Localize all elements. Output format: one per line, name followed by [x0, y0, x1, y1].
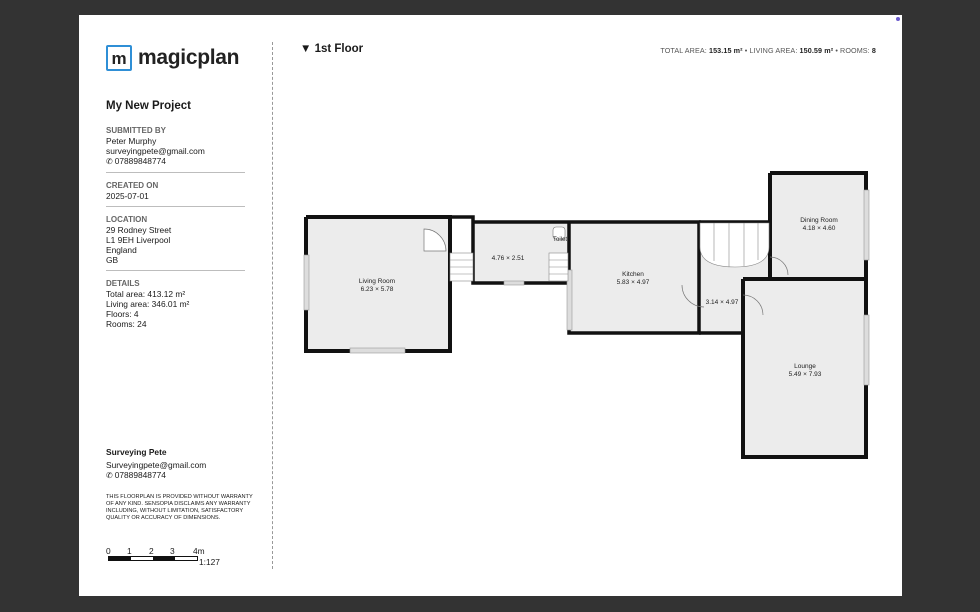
dining-room-dims: 4.18 × 4.60: [802, 225, 836, 232]
window: [350, 348, 405, 353]
scale-tick-label: 3: [170, 546, 175, 556]
location-line-code: GB: [106, 255, 119, 265]
living-room-label: Living Room: [358, 278, 396, 285]
landing-dims: 3.14 × 4.97: [705, 299, 739, 306]
scale-tick-label: 2: [149, 546, 154, 556]
lounge-dims: 5.49 × 7.93: [788, 371, 822, 378]
company-name: Surveying Pete: [106, 447, 167, 457]
location-line-country: England: [106, 245, 137, 255]
living-area-value: 150.59 m²: [799, 46, 834, 55]
floor-title: ▼ 1st Floor: [300, 43, 364, 55]
location-line-street: 29 Rodney Street: [106, 225, 172, 235]
rooms-count-value: 8: [871, 46, 876, 55]
details-total-area: Total area: 413.12 m²: [106, 289, 186, 299]
scale-tick-label: 1: [127, 546, 132, 556]
floor-plan-drawing: [79, 15, 902, 596]
location-line-city: L1 9EH Liverpool: [106, 235, 171, 245]
stairs-landing: [700, 223, 769, 267]
company-phone: 07889848774: [114, 470, 166, 480]
scale-tick-label: 0: [106, 546, 111, 556]
toilet-label: Toilet: [552, 237, 568, 243]
project-title: My New Project: [106, 100, 191, 112]
kitchen-label: Kitchen: [622, 271, 644, 278]
rooms-count-label: • ROOMS:: [835, 46, 870, 55]
total-area-value: 153.15 m²: [708, 46, 743, 55]
window: [864, 315, 869, 385]
phone-icon: ✆: [106, 157, 113, 166]
window: [304, 255, 309, 310]
hall-dims: 4.76 × 2.51: [491, 255, 525, 262]
submitted-heading: SUBMITTED BY: [106, 126, 166, 135]
location-heading: LOCATION: [106, 215, 148, 224]
submitter-name: Peter Murphy: [106, 136, 157, 146]
details-floors: Floors: 4: [106, 309, 139, 319]
living-area-label: • LIVING AREA:: [744, 46, 798, 55]
logo-wordmark: magicplan: [138, 46, 240, 69]
phone-icon: ✆: [106, 471, 113, 480]
disclaimer-text: THIS FLOORPLAN IS PROVIDED WITHOUT WARRANTY OF ANY KIND. SENSOPIA DISCLAIMS ANY WARRANTY INCLUDING, WITHOUT LIMITATION, SATISFACTORY QUALITY OR ACCURACY OF DIMENSIONS.: [106, 494, 253, 521]
total-area-label: TOTAL AREA:: [660, 46, 707, 55]
window: [504, 281, 524, 285]
created-date: 2025-07-01: [106, 191, 149, 201]
kitchen-dims: 5.83 × 4.97: [616, 279, 650, 286]
lounge-label: Lounge: [794, 363, 816, 370]
logo-letter: m: [111, 48, 127, 68]
living-room-dims: 6.23 × 5.78: [360, 286, 394, 293]
window: [864, 190, 869, 260]
scale-tick-label: 4m: [193, 546, 205, 556]
stairs-toilet: [549, 253, 568, 281]
details-living-area: Living area: 346.01 m²: [106, 299, 190, 309]
dining-room-label: Dining Room: [800, 217, 838, 224]
submitter-email: surveyingpete@gmail.com: [106, 146, 205, 156]
stairs-hall: [450, 253, 473, 281]
details-heading: DETAILS: [106, 279, 140, 288]
scale-ratio: 1:127: [199, 557, 220, 567]
created-heading: CREATED ON: [106, 181, 159, 190]
submitter-phone: 07889848774: [114, 156, 166, 166]
floorplan-page: [79, 15, 902, 596]
company-email: Surveyingpete@gmail.com: [106, 460, 207, 470]
details-rooms: Rooms: 24: [106, 319, 147, 329]
